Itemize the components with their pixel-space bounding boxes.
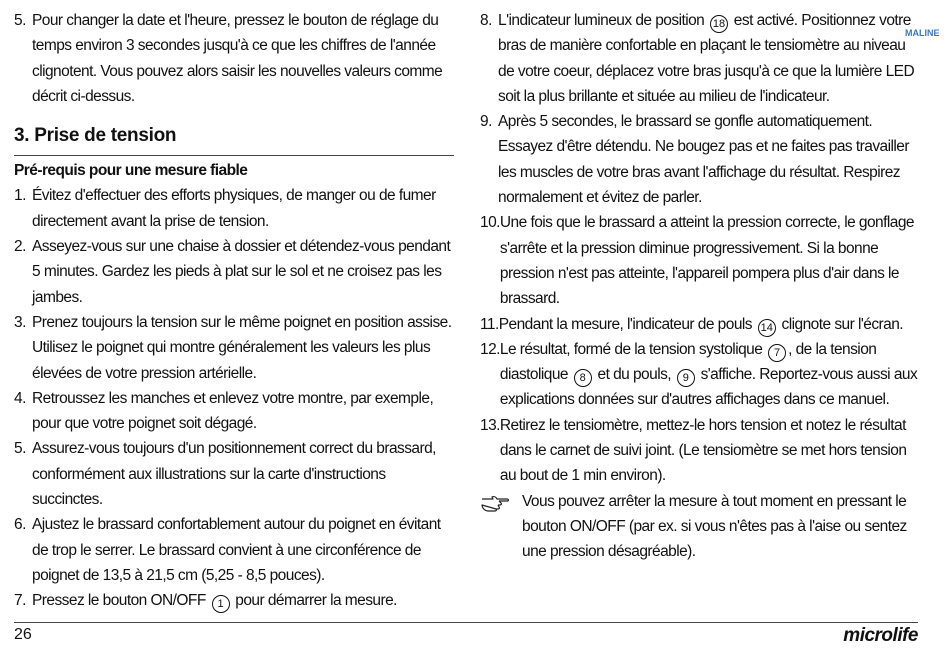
list-item xyxy=(14,183,454,234)
reference-number-badge: 1 xyxy=(212,595,230,613)
item-number: 5. xyxy=(14,440,26,458)
item-text-part: est activé. Positionnez votre bras de manière confortable en plaçant le tensiomètre au niveau de votre coeur, déplacez votre bras jusqu'à ce que la lumière LED soit la plus brillante et située au milieu de l'indicateur. xyxy=(498,12,915,105)
item-number: 4. xyxy=(14,389,26,407)
item-text: Retirez le tensiomètre, mettez-le hors tension et notez le résultat dans le carnet de suivi joint. (Le tensiomètre se met hors tension au bout de 1 min environ). xyxy=(499,416,907,485)
note-block xyxy=(480,489,920,565)
item-text: Retroussez les manches et enlevez votre montre, par exemple, pour que votre poignet soit dégagé. xyxy=(32,389,434,433)
item-number: 6. xyxy=(14,516,26,534)
brand-logo: microlife xyxy=(843,625,918,646)
section-divider xyxy=(14,155,454,156)
item-number: 2. xyxy=(14,238,26,256)
item-number: 7. xyxy=(14,592,26,610)
item-text: Après 5 secondes, le brassard se gonfle automatiquement. Essayez d'être détendu. Ne bougez pas et ne faites pas travailler les muscles de votre bras avant l'affichage du résultat. Respirez normalement et évitez de parler. xyxy=(498,113,909,207)
item-number: 5. xyxy=(14,12,26,29)
page-number: 26 xyxy=(14,626,32,643)
list-item xyxy=(14,8,454,109)
item-number: 13. xyxy=(480,416,500,434)
watermark-text: MALINE xyxy=(905,28,940,38)
item-text-part: pour démarrer la mesure. xyxy=(235,592,397,610)
list-item xyxy=(14,234,454,310)
item-number: 3. xyxy=(14,313,26,331)
item-text-part: Le résultat, formé de la tension systolique xyxy=(499,340,763,358)
list-item xyxy=(480,337,920,413)
left-column xyxy=(14,8,454,614)
list-item xyxy=(480,413,920,489)
list-item xyxy=(14,386,454,437)
reference-number-badge: 14 xyxy=(758,319,776,337)
item-number: 10. xyxy=(480,214,500,232)
item-text-part: , de la tension diastolique xyxy=(499,340,877,384)
list-item xyxy=(480,109,920,210)
item-text-part: s'affiche. Reportez-vous aussi aux explications données sur d'autres affichages dans ce manuel. xyxy=(499,366,918,409)
reference-number-badge: 18 xyxy=(710,15,728,33)
section-title: 3. Prise de tension xyxy=(14,125,177,147)
item-text: Ajustez le brassard confortablement autour du poignet en évitant de trop le serrer. Le brassard convient à une circonférence de poignet de 13,5 à 21,5 cm (5,25 - 8,5 pouces). xyxy=(32,516,441,584)
item-number: 1. xyxy=(14,187,26,205)
list-item xyxy=(14,310,454,386)
item-text-part: L'indicateur lumineux de position xyxy=(498,12,705,29)
item-text: Prenez toujours la tension sur le même poignet en position assise. Utilisez le poignet qui montre généralement les valeurs les plus élevées de votre pression artérielle. xyxy=(32,313,452,382)
item-number: 8. xyxy=(480,12,492,29)
list-item xyxy=(480,210,920,311)
item-text xyxy=(498,8,920,109)
item-text: Évitez d'effectuer des efforts physiques, de manger ou de fumer directement avant la prise de tension. xyxy=(32,187,436,230)
reference-number-badge: 9 xyxy=(677,369,695,387)
item-text xyxy=(500,337,920,413)
pointing-hand-icon xyxy=(480,489,522,565)
item-number: 9. xyxy=(480,113,492,131)
reference-number-badge: 8 xyxy=(574,369,592,387)
list-item xyxy=(480,8,920,109)
list-item xyxy=(480,312,920,337)
item-text xyxy=(499,312,920,337)
item-text: Asseyez-vous sur une chaise à dossier et détendez-vous pendant 5 minutes. Gardez les pieds à plat sur le sol et ne croisez pas les jambes. xyxy=(32,238,451,306)
note-text: Vous pouvez arrêter la mesure à tout moment en pressant le bouton ON/OFF (par ex. si vous n'êtes pas à l'aise ou sentez une pression désagréable). xyxy=(522,492,907,561)
item-text-part: Pendant la mesure, l'indicateur de pouls xyxy=(498,315,752,333)
item-number: 12. xyxy=(480,340,500,358)
footer-divider xyxy=(14,622,918,623)
item-number: 11. xyxy=(480,315,499,333)
item-text: Assurez-vous toujours d'un positionnement correct du brassard, conformément aux illustrations sur la carte d'instructions succinctes. xyxy=(32,440,436,509)
item-text-part: clignote sur l'écran. xyxy=(781,315,904,333)
item-text-part: Pressez le bouton ON/OFF xyxy=(32,592,206,610)
list-item xyxy=(14,436,454,512)
subheading: Pré-requis pour une mesure fiable xyxy=(14,162,248,180)
right-column xyxy=(480,8,920,565)
item-text: Une fois que le brassard a atteint la pression correcte, le gonflage s'arrête et la pression diminue progressivement. Si la bonne pression n'est pas atteinte, l'appareil pompera plus d'air dans le brassard. xyxy=(499,214,914,308)
list-item xyxy=(14,512,454,588)
item-text: Pour changer la date et l'heure, pressez le bouton de réglage du temps environ 3 secondes jusqu'à ce que les chiffres de l'année clignotent. Vous pouvez alors saisir les nouvelles valeurs comme décrit ci-dessus. xyxy=(32,12,443,105)
item-text-part: et du pouls, xyxy=(597,366,672,384)
list-item xyxy=(14,588,454,613)
item-text xyxy=(32,588,454,613)
reference-number-badge: 7 xyxy=(768,344,786,362)
